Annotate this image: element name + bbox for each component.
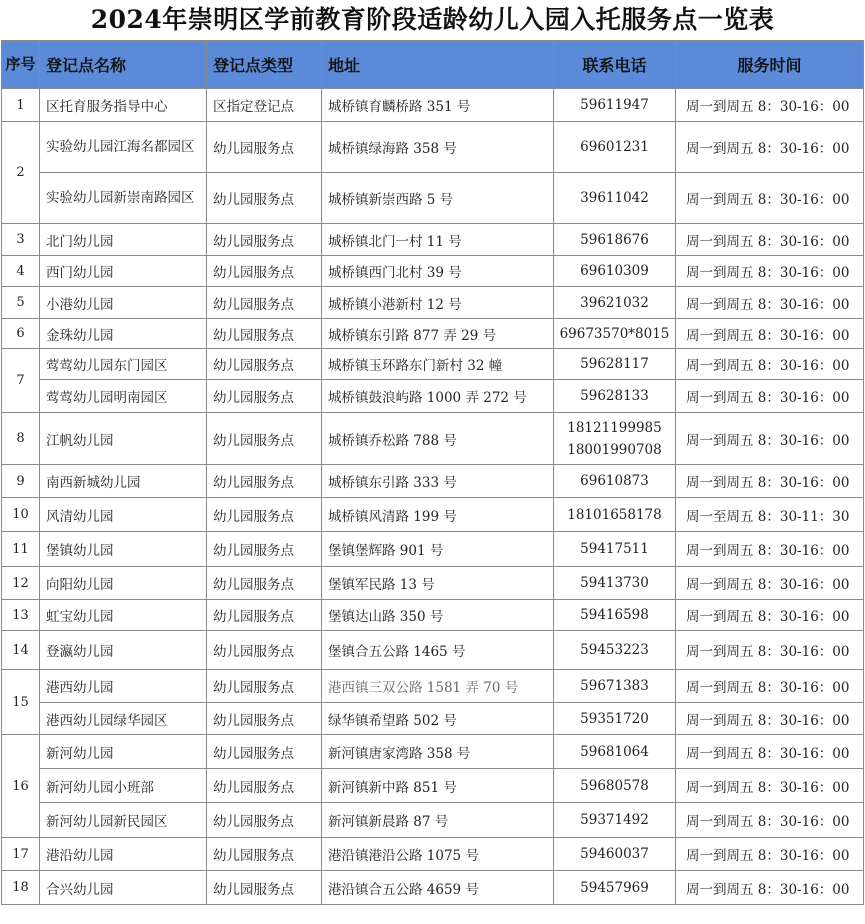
- row-address: 城桥镇东引路 333 号: [322, 465, 554, 498]
- row-name: 港西幼儿园: [40, 670, 207, 703]
- row-address: 堡镇合五公路 1465 号: [322, 631, 554, 670]
- row-time: 周一到周五 8：30-16：00: [676, 413, 864, 465]
- row-address: 绿华镇希望路 502 号: [322, 703, 554, 735]
- row-address: 港沿镇港沿公路 1075 号: [322, 838, 554, 871]
- row-type: 幼儿园服务点: [207, 735, 322, 769]
- row-time: 周一到周五 8：30-16：00: [676, 465, 864, 498]
- table-row: [2, 838, 864, 871]
- table-row: [2, 287, 864, 319]
- row-time: 周一到周五 8：30-16：00: [676, 631, 864, 670]
- row-tel: 59416598: [554, 600, 676, 631]
- row-address: 城桥镇小港新村 12 号: [322, 287, 554, 319]
- row-name: 合兴幼儿园: [40, 871, 207, 905]
- row-index: 7: [2, 349, 40, 413]
- row-index: 3: [2, 224, 40, 256]
- row-name: 新河幼儿园: [40, 735, 207, 769]
- table-row: [2, 349, 864, 380]
- row-time: 周一到周五 8：30-16：00: [676, 224, 864, 256]
- row-time: 周一到周五 8：30-16：00: [676, 670, 864, 703]
- row-time: 周一至周五 8：30-11：30: [676, 498, 864, 532]
- row-time: 周一到周五 8：30-16：00: [676, 769, 864, 803]
- row-name: 江帆幼儿园: [40, 413, 207, 465]
- table-row: [2, 465, 864, 498]
- row-type: 幼儿园服务点: [207, 769, 322, 803]
- row-index: 11: [2, 532, 40, 567]
- row-name: 实验幼儿园江海名都园区: [40, 122, 207, 173]
- row-tel-primary: 18121199985: [567, 419, 662, 436]
- row-type: 幼儿园服务点: [207, 224, 322, 256]
- header-index: 序号: [2, 41, 40, 89]
- row-type: 幼儿园服务点: [207, 838, 322, 871]
- row-type: 幼儿园服务点: [207, 380, 322, 413]
- row-time: 周一到周五 8：30-16：00: [676, 380, 864, 413]
- row-name: 小港幼儿园: [40, 287, 207, 319]
- row-address: 新河镇唐家湾路 358 号: [322, 735, 554, 769]
- row-address: 城桥镇风清路 199 号: [322, 498, 554, 532]
- row-name: 区托育服务指导中心: [40, 89, 207, 122]
- row-index: 4: [2, 256, 40, 287]
- row-address: 城桥镇育麟桥路 351 号: [322, 89, 554, 122]
- row-tel: 59413730: [554, 567, 676, 600]
- row-time: 周一到周五 8：30-16：00: [676, 567, 864, 600]
- row-time: 周一到周五 8：30-16：00: [676, 287, 864, 319]
- row-name: 南西新城幼儿园: [40, 465, 207, 498]
- row-time: 周一到周五 8：30-16：00: [676, 803, 864, 838]
- table-row: [2, 769, 864, 803]
- row-tel: 18101658178: [554, 498, 676, 532]
- row-type: 幼儿园服务点: [207, 256, 322, 287]
- row-type: 区指定登记点: [207, 89, 322, 122]
- header-type: 登记点类型: [207, 41, 322, 89]
- row-type: 幼儿园服务点: [207, 703, 322, 735]
- table-row: [2, 380, 864, 413]
- table-row: [2, 122, 864, 173]
- row-type: 幼儿园服务点: [207, 600, 322, 631]
- row-type: 幼儿园服务点: [207, 631, 322, 670]
- row-time: 周一到周五 8：30-16：00: [676, 838, 864, 871]
- row-type: 幼儿园服务点: [207, 871, 322, 905]
- header-address: 地址: [322, 41, 554, 89]
- row-address: 城桥镇北门一村 11 号: [322, 224, 554, 256]
- row-type: 幼儿园服务点: [207, 803, 322, 838]
- row-name: 莺莺幼儿园明南园区: [40, 380, 207, 413]
- row-time: 周一到周五 8：30-16：00: [676, 319, 864, 349]
- row-time: 周一到周五 8：30-16：00: [676, 735, 864, 769]
- row-time: 周一到周五 8：30-16：00: [676, 600, 864, 631]
- row-name: 堡镇幼儿园: [40, 532, 207, 567]
- row-type: 幼儿园服务点: [207, 413, 322, 465]
- row-name: 港沿幼儿园: [40, 838, 207, 871]
- table-header-row: [2, 41, 864, 89]
- table-row: [2, 532, 864, 567]
- row-index: 6: [2, 319, 40, 349]
- table-row: [2, 498, 864, 532]
- page-title: 2024年崇明区学前教育阶段适龄幼儿入园入托服务点一览表: [90, 5, 775, 34]
- row-index: 15: [2, 670, 40, 735]
- row-tel: 59618676: [554, 224, 676, 256]
- row-tel: 59457969: [554, 871, 676, 905]
- row-time: 周一到周五 8：30-16：00: [676, 89, 864, 122]
- table-row: [2, 735, 864, 769]
- row-address: 港沿镇合五公路 4659 号: [322, 871, 554, 905]
- table-row: [2, 89, 864, 122]
- row-name: 金珠幼儿园: [40, 319, 207, 349]
- row-time: 周一到周五 8：30-16：00: [676, 122, 864, 173]
- row-type: 幼儿园服务点: [207, 319, 322, 349]
- header-time: 服务时间: [676, 41, 864, 89]
- row-time: 周一到周五 8：30-16：00: [676, 532, 864, 567]
- row-tel: 59453223: [554, 631, 676, 670]
- row-address: 城桥镇新崇西路 5 号: [322, 173, 554, 224]
- table-row: [2, 319, 864, 349]
- row-tel: 59417511: [554, 532, 676, 567]
- row-index: 1: [2, 89, 40, 122]
- table-row: [2, 173, 864, 224]
- row-index: 18: [2, 871, 40, 905]
- row-tel: 59628133: [554, 380, 676, 413]
- row-tel: 69610873: [554, 465, 676, 498]
- row-tel: 69673570*8015: [554, 319, 676, 349]
- table-row: [2, 413, 864, 465]
- row-type: 幼儿园服务点: [207, 287, 322, 319]
- row-name: 港西幼儿园绿华园区: [40, 703, 207, 735]
- table-row: [2, 631, 864, 670]
- row-type: 幼儿园服务点: [207, 349, 322, 380]
- table-row: [2, 803, 864, 838]
- row-time: 周一到周五 8：30-16：00: [676, 349, 864, 380]
- table-row: [2, 600, 864, 631]
- row-address: 堡镇军民路 13 号: [322, 567, 554, 600]
- row-index: 17: [2, 838, 40, 871]
- row-name: 西门幼儿园: [40, 256, 207, 287]
- service-point-table: [1, 40, 864, 905]
- row-address: 城桥镇东引路 877 弄 29 号: [322, 319, 554, 349]
- row-index: 12: [2, 567, 40, 600]
- row-address: 城桥镇鼓浪屿路 1000 弄 272 号: [322, 380, 554, 413]
- row-tel-secondary: 18001990708: [567, 441, 662, 458]
- row-tel: 69601231: [554, 122, 676, 173]
- row-type: 幼儿园服务点: [207, 173, 322, 224]
- row-type: 幼儿园服务点: [207, 498, 322, 532]
- header-tel: 联系电话: [554, 41, 676, 89]
- row-name: 虹宝幼儿园: [40, 600, 207, 631]
- row-tel: 59351720: [554, 703, 676, 735]
- row-address: 堡镇达山路 350 号: [322, 600, 554, 631]
- row-tel: 39611042: [554, 173, 676, 224]
- row-tel: 59681064: [554, 735, 676, 769]
- row-name: 北门幼儿园: [40, 224, 207, 256]
- row-type: 幼儿园服务点: [207, 567, 322, 600]
- table-row: [2, 871, 864, 905]
- row-index: 9: [2, 465, 40, 498]
- row-address: 新河镇新晨路 87 号: [322, 803, 554, 838]
- row-tel: 59671383: [554, 670, 676, 703]
- row-tel: 59680578: [554, 769, 676, 803]
- row-name: 风清幼儿园: [40, 498, 207, 532]
- row-address: 新河镇新中路 851 号: [322, 769, 554, 803]
- table-row: [2, 703, 864, 735]
- row-tel: 59628117: [554, 349, 676, 380]
- row-tel: [554, 413, 676, 465]
- row-type: 幼儿园服务点: [207, 122, 322, 173]
- row-tel: 59460037: [554, 838, 676, 871]
- row-index: 8: [2, 413, 40, 465]
- row-type: 幼儿园服务点: [207, 670, 322, 703]
- table-row: [2, 224, 864, 256]
- row-name: 向阳幼儿园: [40, 567, 207, 600]
- header-name: 登记点名称: [40, 41, 207, 89]
- row-type: 幼儿园服务点: [207, 465, 322, 498]
- row-name: 莺莺幼儿园东门园区: [40, 349, 207, 380]
- row-name: 实验幼儿园新崇南路园区: [40, 173, 207, 224]
- table-row: [2, 670, 864, 703]
- row-tel: 59611947: [554, 89, 676, 122]
- row-address: 城桥镇乔松路 788 号: [322, 413, 554, 465]
- row-index: 14: [2, 631, 40, 670]
- row-time: 周一到周五 8：30-16：00: [676, 256, 864, 287]
- row-tel: 59371492: [554, 803, 676, 838]
- table-row: [2, 256, 864, 287]
- row-name: 登瀛幼儿园: [40, 631, 207, 670]
- row-tel: 39621032: [554, 287, 676, 319]
- row-address: 堡镇堡辉路 901 号: [322, 532, 554, 567]
- row-time: 周一到周五 8：30-16：00: [676, 871, 864, 905]
- row-index: 10: [2, 498, 40, 532]
- row-tel: 69610309: [554, 256, 676, 287]
- row-address: 城桥镇玉环路东门新村 32 幢: [322, 349, 554, 380]
- row-name: 新河幼儿园小班部: [40, 769, 207, 803]
- row-address: 城桥镇西门北村 39 号: [322, 256, 554, 287]
- row-index: 2: [2, 122, 40, 224]
- row-name: 新河幼儿园新民园区: [40, 803, 207, 838]
- table-row: [2, 567, 864, 600]
- row-time: 周一到周五 8：30-16：00: [676, 703, 864, 735]
- row-index: 16: [2, 735, 40, 838]
- row-time: 周一到周五 8：30-16：00: [676, 173, 864, 224]
- row-index: 13: [2, 600, 40, 631]
- row-address: 城桥镇绿海路 358 号: [322, 122, 554, 173]
- row-type: 幼儿园服务点: [207, 532, 322, 567]
- row-address: 港西镇三双公路 1581 弄 70 号: [322, 670, 554, 703]
- row-index: 5: [2, 287, 40, 319]
